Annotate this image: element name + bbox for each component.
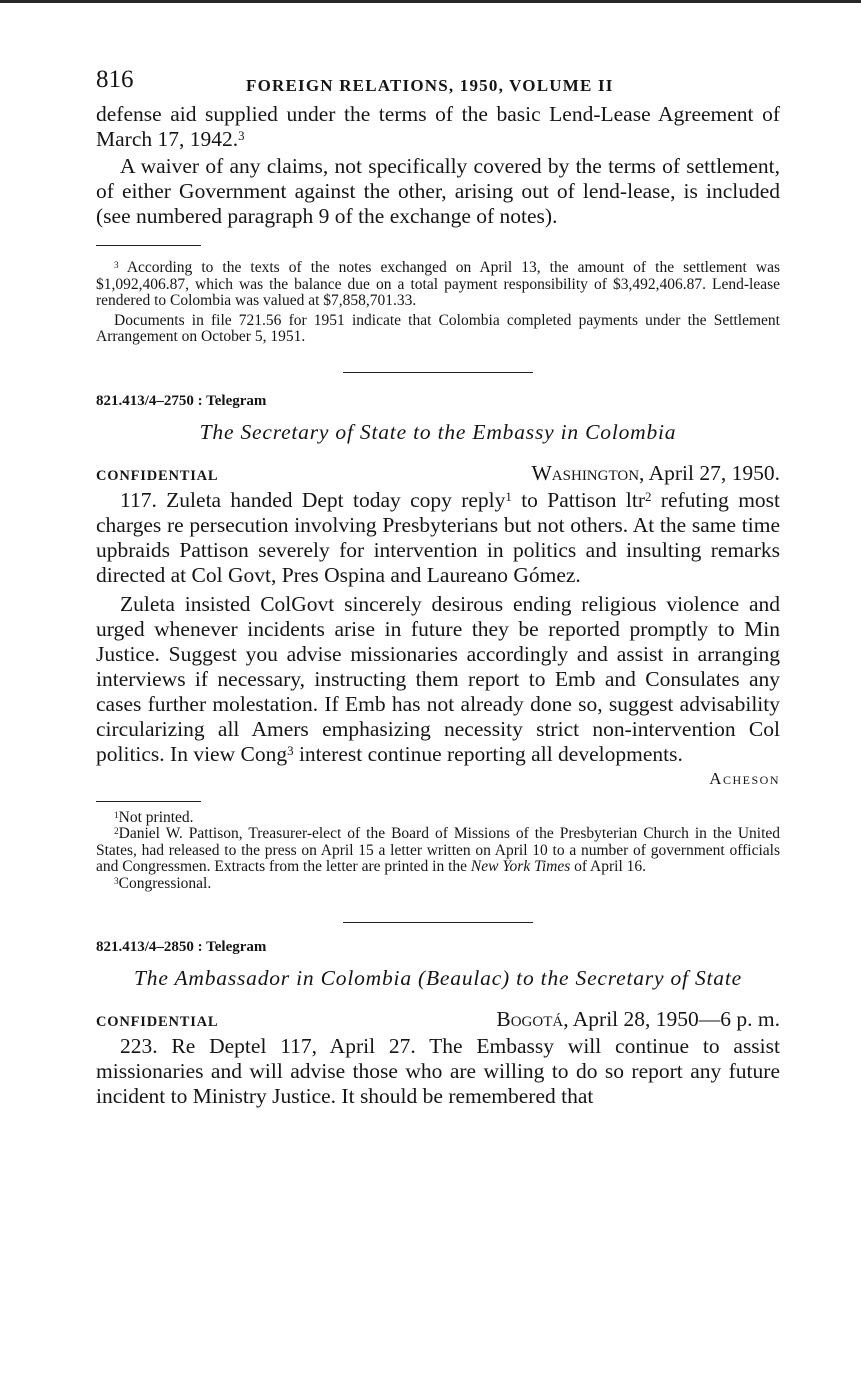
footnote-3: $^3$Congressional. <box>114 874 212 892</box>
footnote-ref: 1 <box>505 489 512 504</box>
doc2-title: The Ambassador in Colombia (Beaulac) to the Secretary of State <box>134 966 742 990</box>
doc2-file-id: 821.413/4–2850 : Telegram <box>96 939 267 955</box>
footnote-ref: 3 <box>287 743 294 758</box>
doc1-file-id: 821.413/4–2750 : Telegram <box>96 392 267 409</box>
footnote-rule <box>96 245 201 246</box>
footnote-2: $^2$Daniel W. Pattison, Treasurer-elect of the Board of Missions of the Presbyterian Church in the United States, had released to the press on April 15 a letter written on April 10 to a number of government officials and Congressmen. Extracts from the letter are printed in the New York Times of April 16. <box>96 825 780 875</box>
page-header <box>96 66 780 102</box>
footnotes-block-2 <box>96 810 780 893</box>
intro-paragraph-1: defense aid supplied under the terms of the basic Lend-Lease Agreement of March 17, 1942.$^3$ <box>96 102 780 151</box>
doc2-classification: CONFIDENTIAL <box>96 1014 219 1030</box>
doc1-signature: Acheson <box>709 768 780 788</box>
doc1-paragraph-2: Zuleta insisted ColGovt sincerely desirous ending religious violence and urged whenever incidents arise in future they be reported promptly to Min Justice. Suggest you advise missionaries accordingly and assist in arranging interviews if necessary, instructing them report to Emb and Consulates any cases further molestation. If Emb has not already done so, suggest advisability circularizing all Amers emphasizing necessity strict non-intervention Col politics. In view Cong$^3$ interest continue reporting all developments. <box>96 591 780 766</box>
doc1-date: , April 27, 1950. <box>639 460 780 485</box>
document-page <box>96 66 780 1109</box>
footnotes-block-1 <box>96 260 780 346</box>
footnote-1: $^1$Not printed. <box>114 808 194 826</box>
footnote-rule <box>96 801 201 802</box>
section-divider <box>343 922 533 923</box>
footnote-3-continued: Documents in file 721.56 for 1951 indicate that Colombia completed payments under the Settlement Arrangement on October 5, 1951. <box>96 311 780 345</box>
doc1-place: Washington <box>531 460 640 485</box>
doc1-title: The Secretary of State to the Embassy in Colombia <box>199 419 677 444</box>
doc2-paragraph-1: 223. Re Deptel 117, April 27. The Embassy will continue to assist missionaries and will advise those who are willing to do so report any future incident to Ministry Justice. It should be remembered that <box>96 1034 780 1108</box>
doc1-paragraph-1: 117. Zuleta handed Dept today copy reply$^1$ to Pattison ltr$^2$ refuting most charges re persecution involving Presbyterians but not others. At the same time upbraids Pattison severely for intervention in politics and insulting remarks directed at Col Govt, Pres Ospina and Laureano Gómez. <box>96 487 781 587</box>
doc1-classification: CONFIDENTIAL <box>96 467 219 484</box>
running-head: FOREIGN RELATIONS, 1950, VOLUME II <box>246 76 614 95</box>
footnote-ref: 3 <box>238 129 245 144</box>
page-top-border <box>0 0 861 3</box>
footnote-3: $^3$ According to the texts of the notes exchanged on April 13, the amount of the settlement was $1,092,406.87, which was the balance due on a total payment responsibility of $3,492,406.87. Lend-lease rendered to Colombia was valued at $7,858,701.33. <box>96 259 780 309</box>
section-divider <box>343 372 533 373</box>
doc2-date: , April 28, 1950—6 p. m. <box>563 1007 780 1031</box>
page-number: 816 <box>96 66 134 93</box>
doc1-dateline <box>96 461 780 486</box>
intro-paragraph-2: A waiver of any claims, not specifically covered by the terms of settlement, of either Government against the other, arising out of lend-lease, is included (see numbered paragraph 9 of the exchange of notes). <box>96 154 780 228</box>
doc2-dateline <box>96 1007 780 1032</box>
doc2-place: Bogotá <box>496 1007 564 1031</box>
footnote-ref: 2 <box>645 489 652 504</box>
